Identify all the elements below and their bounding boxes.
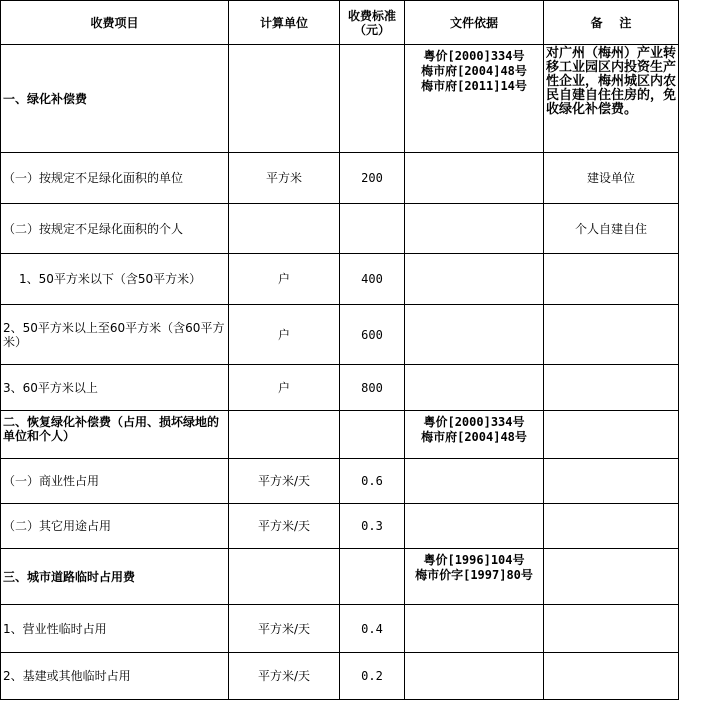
item-cell: 二、恢复绿化补偿费（占用、损坏绿地的单位和个人） xyxy=(1,411,229,459)
unit-cell: 平方米/天 xyxy=(229,653,340,700)
unit-cell: 平方米/天 xyxy=(229,459,340,504)
basis-cell xyxy=(405,504,544,549)
standard-cell xyxy=(340,204,405,254)
unit-cell xyxy=(229,204,340,254)
item-cell: 一、绿化补偿费 xyxy=(1,45,229,153)
item-cell: 1、50平方米以下（含50平方米） xyxy=(1,254,229,305)
standard-cell: 800 xyxy=(340,365,405,411)
remark-cell: 建设单位 xyxy=(544,153,679,204)
basis-cell xyxy=(405,45,544,153)
item-cell: 3、60平方米以上 xyxy=(1,365,229,411)
item-cell: 2、基建或其他临时占用 xyxy=(1,653,229,700)
remark-cell xyxy=(544,605,679,653)
basis-cell xyxy=(405,153,544,204)
standard-cell: 0.2 xyxy=(340,653,405,700)
item-cell: （一）商业性占用 xyxy=(1,459,229,504)
item-cell: （二）按规定不足绿化面积的个人 xyxy=(1,204,229,254)
item-cell: 1、营业性临时占用 xyxy=(1,605,229,653)
basis-cell xyxy=(405,365,544,411)
remark-cell xyxy=(544,411,679,459)
standard-cell: 0.3 xyxy=(340,504,405,549)
item-cell: （二）其它用途占用 xyxy=(1,504,229,549)
table-row xyxy=(1,411,679,459)
remark-cell xyxy=(544,305,679,365)
header-basis: 文件依据 xyxy=(405,1,544,45)
table-row xyxy=(1,45,679,153)
table-row xyxy=(1,365,679,411)
unit-cell: 户 xyxy=(229,254,340,305)
basis-cell xyxy=(405,549,544,605)
table-row xyxy=(1,254,679,305)
remark-cell xyxy=(544,504,679,549)
remark-cell: 对广州（梅州）产业转移工业园区内投资生产性企业，梅州城区内农民自建自住住房的，免收绿化补偿费。 xyxy=(544,45,679,153)
standard-cell: 200 xyxy=(340,153,405,204)
unit-cell xyxy=(229,45,340,153)
standard-cell: 600 xyxy=(340,305,405,365)
basis-line: 梅市府[2004]48号 xyxy=(421,430,527,444)
basis-line: 粤价[1996]104号 xyxy=(423,553,525,567)
table-row xyxy=(1,305,679,365)
standard-cell: 0.6 xyxy=(340,459,405,504)
unit-cell: 户 xyxy=(229,365,340,411)
basis-line: 粤价[2000]334号 xyxy=(423,415,525,429)
standard-cell: 400 xyxy=(340,254,405,305)
remark-cell xyxy=(544,254,679,305)
basis-cell xyxy=(405,605,544,653)
basis-line: 梅市价字[1997]80号 xyxy=(415,568,533,582)
basis-cell xyxy=(405,305,544,365)
remark-cell xyxy=(544,459,679,504)
basis-cell xyxy=(405,653,544,700)
standard-cell xyxy=(340,45,405,153)
remark-cell xyxy=(544,653,679,700)
table-row xyxy=(1,549,679,605)
table-row xyxy=(1,153,679,204)
header-item: 收费项目 xyxy=(1,1,229,45)
unit-cell xyxy=(229,411,340,459)
unit-cell: 平方米 xyxy=(229,153,340,204)
basis-cell xyxy=(405,204,544,254)
table-row xyxy=(1,204,679,254)
table-row xyxy=(1,653,679,700)
basis-line: 梅市府[2011]14号 xyxy=(421,79,527,93)
header-unit: 计算单位 xyxy=(229,1,340,45)
item-cell: 2、50平方米以上至60平方米（含60平方米） xyxy=(1,305,229,365)
basis-line: 梅市府[2004]48号 xyxy=(421,64,527,78)
header-row xyxy=(1,1,679,45)
basis-cell xyxy=(405,254,544,305)
remark-cell xyxy=(544,365,679,411)
item-cell: （一）按规定不足绿化面积的单位 xyxy=(1,153,229,204)
standard-cell xyxy=(340,411,405,459)
remark-cell xyxy=(544,549,679,605)
unit-cell xyxy=(229,549,340,605)
item-cell: 三、城市道路临时占用费 xyxy=(1,549,229,605)
header-standard: 收费标准（元） xyxy=(340,1,405,45)
table-row xyxy=(1,459,679,504)
basis-cell xyxy=(405,459,544,504)
table-row xyxy=(1,605,679,653)
unit-cell: 户 xyxy=(229,305,340,365)
standard-cell xyxy=(340,549,405,605)
basis-line: 粤价[2000]334号 xyxy=(423,49,525,63)
unit-cell: 平方米/天 xyxy=(229,504,340,549)
header-remark: 备 注 xyxy=(544,1,679,45)
table-row xyxy=(1,504,679,549)
unit-cell: 平方米/天 xyxy=(229,605,340,653)
standard-cell: 0.4 xyxy=(340,605,405,653)
remark-cell: 个人自建自住 xyxy=(544,204,679,254)
basis-cell xyxy=(405,411,544,459)
